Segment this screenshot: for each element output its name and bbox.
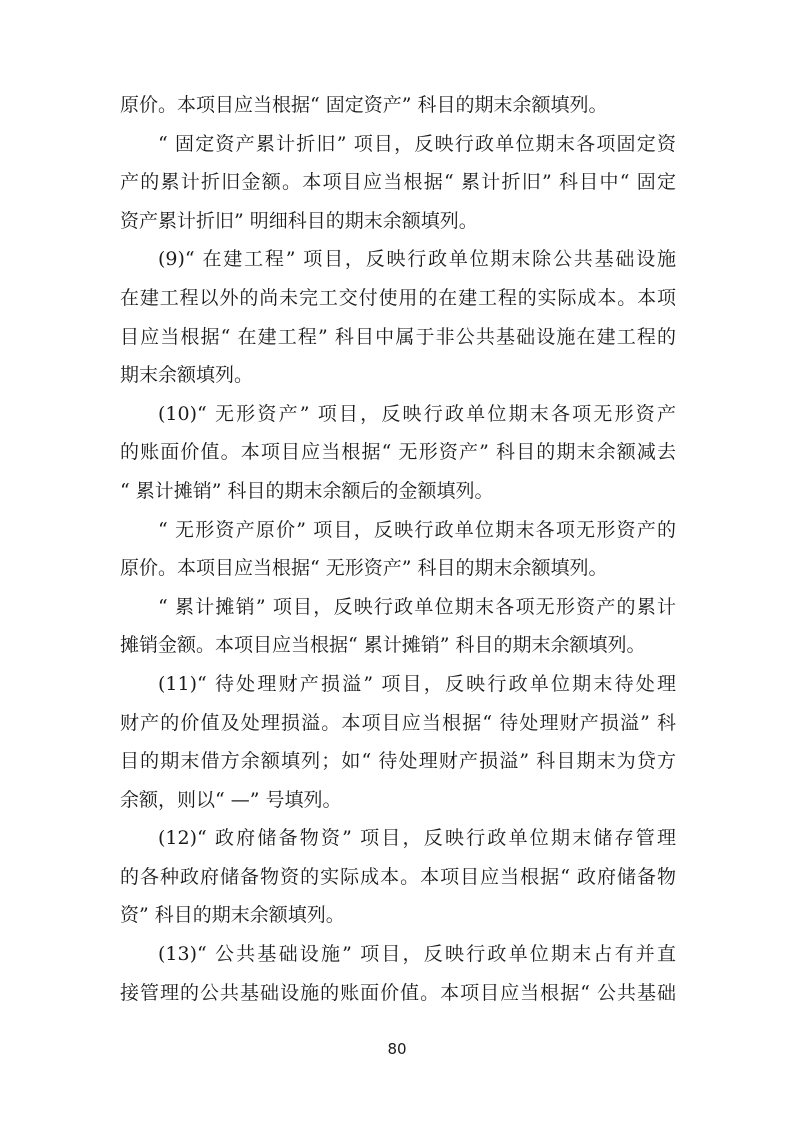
text-line-6: 在建工程以外的尚未完工交付使用的在建工程的实际成本。本项 (120, 286, 676, 309)
text-line-22: 资” 科目的期末余额填列。 (120, 904, 345, 927)
text-line-24: 接管理的公共基础设施的账面价值。本项目应当根据“ 公共基础 (120, 981, 676, 1004)
text-line-11: “ 累计摊销” 科目的期末余额后的金额填列。 (120, 479, 494, 502)
text-line-23: (13)“ 公共基础设施” 项目，反映行政单位期末占有并直 (158, 943, 676, 966)
text-line-15: 摊销金额。本项目应当根据“ 累计摊销” 科目的期末余额填列。 (120, 634, 646, 657)
page-number: 80 (387, 1040, 407, 1058)
text-line-16: (11)“ 待处理财产损溢” 项目，反映行政单位期末待处理 (158, 672, 676, 695)
text-line-1: 原价。本项目应当根据“ 固定资产” 科目的期末余额填列。 (120, 94, 608, 116)
text-line-13: 原价。本项目应当根据“ 无形资产” 科目的期末余额填列。 (120, 557, 608, 580)
text-line-4: 资产累计折旧” 明细科目的期末余额填列。 (120, 209, 478, 232)
text-line-12: “ 无形资产原价” 项目，反映行政单位期末各项无形资产的 (158, 518, 676, 541)
text-line-3: 产的累计折旧金额。本项目应当根据“ 累计折旧” 科目中“ 固定 (120, 171, 676, 194)
text-line-14: “ 累计摊销” 项目，反映行政单位期末各项无形资产的累计 (158, 595, 676, 618)
text-line-20: (12)“ 政府储备物资” 项目，反映行政单位期末储存管理 (158, 827, 676, 850)
text-line-21: 的各种政府储备物资的实际成本。本项目应当根据“ 政府储备物 (120, 865, 676, 888)
text-line-7: 目应当根据“ 在建工程” 科目中属于非公共基础设施在建工程的 (120, 325, 676, 348)
text-line-2: “ 固定资产累计折旧” 项目，反映行政单位期末各项固定资 (158, 132, 676, 155)
document-body (120, 86, 676, 1012)
text-line-8: 期末余额填列。 (120, 364, 254, 387)
text-line-5: (9)“ 在建工程” 项目，反映行政单位期末除公共基础设施 (158, 248, 676, 271)
text-line-19: 余额，则以“ —” 号填列。 (120, 788, 342, 811)
text-line-17: 财产的价值及处理损溢。本项目应当根据“ 待处理财产损溢” 科 (120, 711, 676, 734)
text-line-18: 目的期末借方余额填列；如“ 待处理财产损溢” 科目期末为贷方 (120, 750, 676, 773)
text-line-10: 的账面价值。本项目应当根据“ 无形资产” 科目的期末余额减去 (120, 441, 676, 464)
text-line-9: (10)“ 无形资产” 项目，反映行政单位期末各项无形资产 (158, 402, 676, 425)
